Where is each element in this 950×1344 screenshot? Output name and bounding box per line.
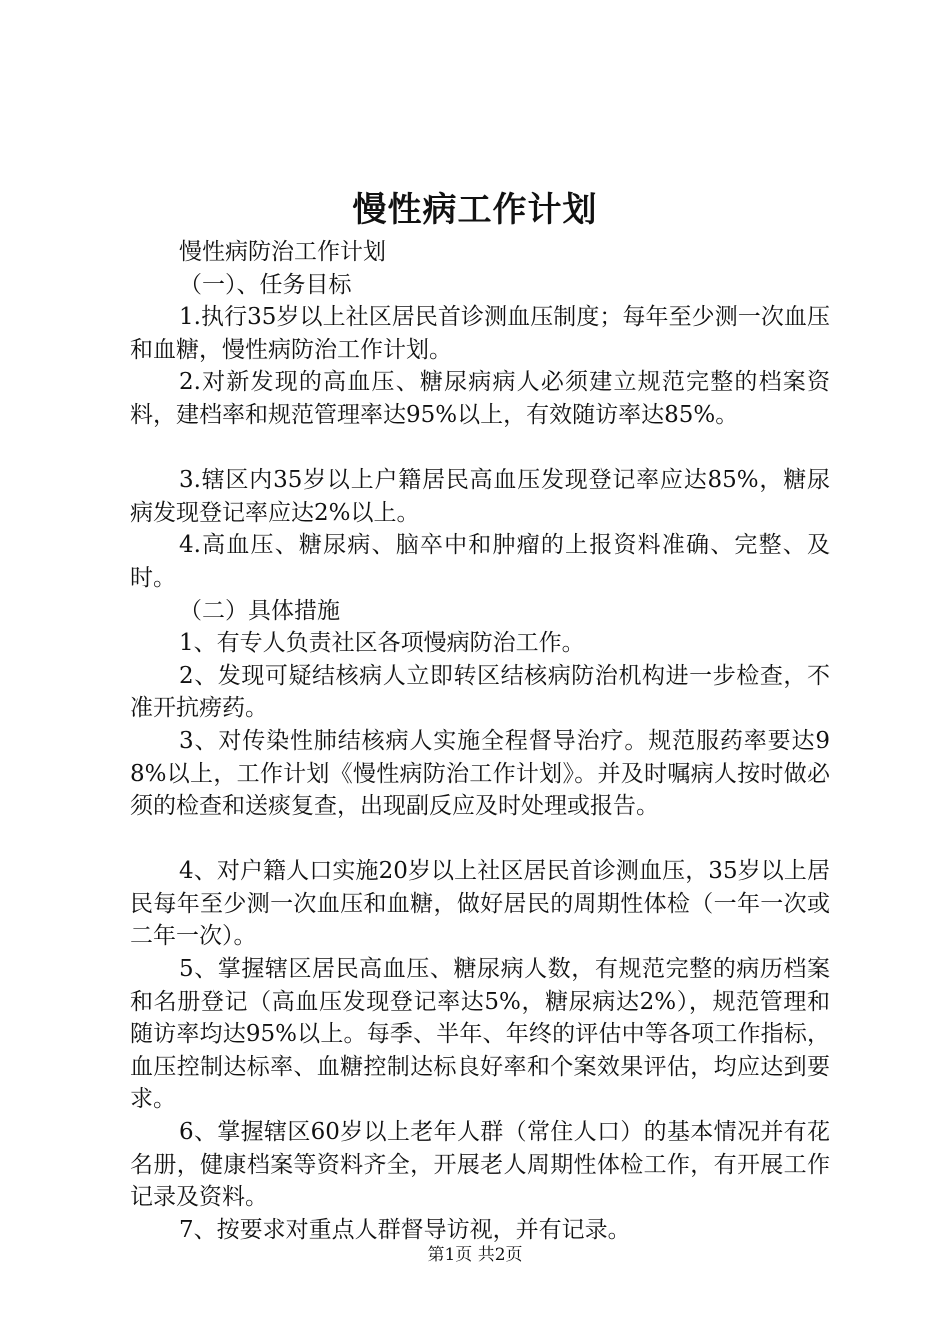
measure-item-7: 7、按要求对重点人群督导访视，并有记录。 xyxy=(179,1216,631,1243)
measure-item-4: 4、对户籍人口实施20岁以上社区居民首诊测血压，35岁以上居民每年至少测一次血压和血糖，做好居民的周期性体检（一年一次或二年一次）。 xyxy=(130,858,830,950)
document-body xyxy=(130,236,830,1246)
page-title: 慢性病工作计划 xyxy=(352,190,598,230)
measure-item-6: 6、掌握辖区60岁以上老年人群（常住人口）的基本情况并有花名册，健康档案等资料齐全，开展老人周期性体检工作，有开展工作记录及资料。 xyxy=(130,1119,830,1211)
blank-line xyxy=(130,432,830,465)
goal-item-1: 1.执行35岁以上社区居民首诊测血压制度；每年至少测一次血压和血糖，慢性病防治工作计划。 xyxy=(130,304,830,363)
section-heading-goals: （一）、任务目标 xyxy=(179,271,352,298)
subtitle: 慢性病防治工作计划 xyxy=(179,239,386,265)
blank-line xyxy=(130,823,830,856)
measure-item-5: 5、掌握辖区居民高血压、糖尿病人数，有规范完整的病历档案和名册登记（高血压发现登记率达5%，糖尿病达2%），规范管理和随访率均达95%以上。每季、半年、年终的评估中等各项工作指标，血压控制达标率、血糖控制达标良好率和个案效果评估，均应达到要求。 xyxy=(130,956,830,1113)
measure-item-3: 3、对传染性肺结核病人实施全程督导治疗。规范服药率要达98%以上，工作计划《慢性病防治工作计划》。并及时嘱病人按时做必须的检查和送痰复查，出现副反应及时处理或报告。 xyxy=(130,727,830,820)
goal-item-4: 4.高血压、糖尿病、脑卒中和肿瘤的上报资料准确、完整、及时。 xyxy=(130,532,830,591)
goal-item-3: 3.辖区内35岁以上户籍居民高血压发现登记率应达85%，糖尿病发现登记率应达2%以上。 xyxy=(130,467,830,526)
measure-item-1: 1、有专人负责社区各项慢病防治工作。 xyxy=(179,630,585,657)
page-footer: 第1页 共2页 xyxy=(427,1245,523,1265)
goal-item-2: 2.对新发现的高血压、糖尿病病人必须建立规范完整的档案资料，建档率和规范管理率达95%以上，有效随访率达85%。 xyxy=(130,369,830,428)
measure-item-2: 2、发现可疑结核病人立即转区结核病防治机构进一步检查，不准开抗痨药。 xyxy=(130,662,830,722)
section-heading-measures: （二）具体措施 xyxy=(179,597,340,624)
